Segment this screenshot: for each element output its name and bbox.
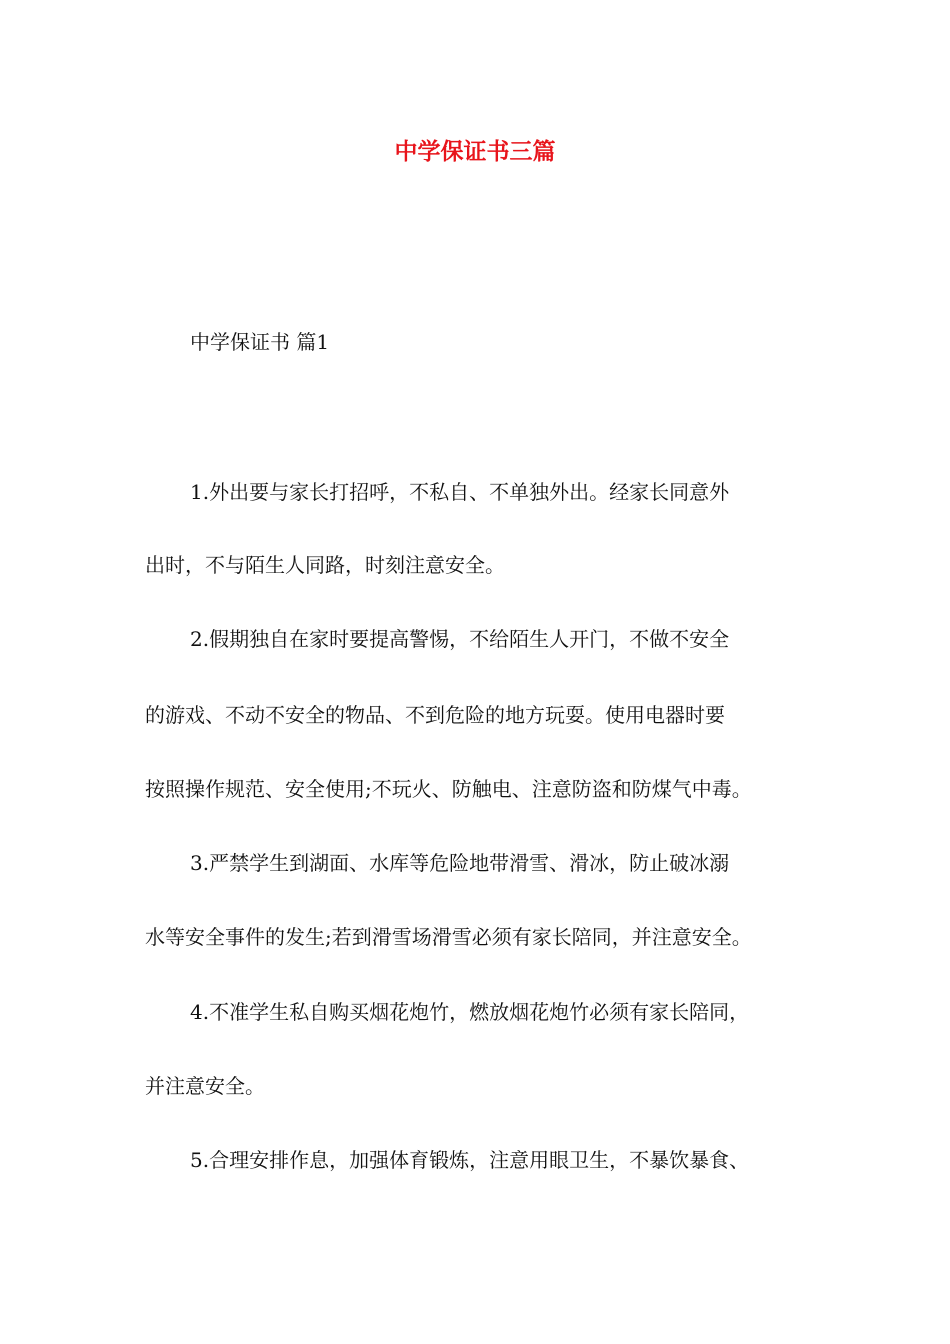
section-heading: 中学保证书 篇1: [190, 330, 330, 354]
paragraph-line: 的游戏、不动不安全的物品、不到危险的地方玩耍。使用电器时要: [145, 703, 725, 727]
paragraph-line: 5.合理安排作息，加强体育锻炼，注意用眼卫生，不暴饮暴食、: [190, 1148, 750, 1172]
paragraph-line: 1.外出要与家长打招呼，不私自、不单独外出。经家长同意外: [190, 480, 730, 504]
paragraph-line: 并注意安全。: [145, 1074, 265, 1098]
paragraph-line: 水等安全事件的发生;若到滑雪场滑雪必须有家长陪同，并注意安全。: [145, 925, 752, 949]
paragraph-line: 出时，不与陌生人同路，时刻注意安全。: [145, 553, 505, 577]
paragraph-line: 按照操作规范、安全使用;不玩火、防触电、注意防盗和防煤气中毒。: [145, 777, 752, 801]
paragraph-line: 3.严禁学生到湖面、水库等危险地带滑雪、滑冰，防止破冰溺: [190, 851, 730, 875]
paragraph-line: 2.假期独自在家时要提高警惕，不给陌生人开门，不做不安全: [190, 627, 730, 651]
document-title: 中学保证书三篇: [394, 138, 556, 165]
paragraph-line: 4.不准学生私自购买烟花炮竹，燃放烟花炮竹必须有家长陪同，: [190, 1000, 750, 1024]
